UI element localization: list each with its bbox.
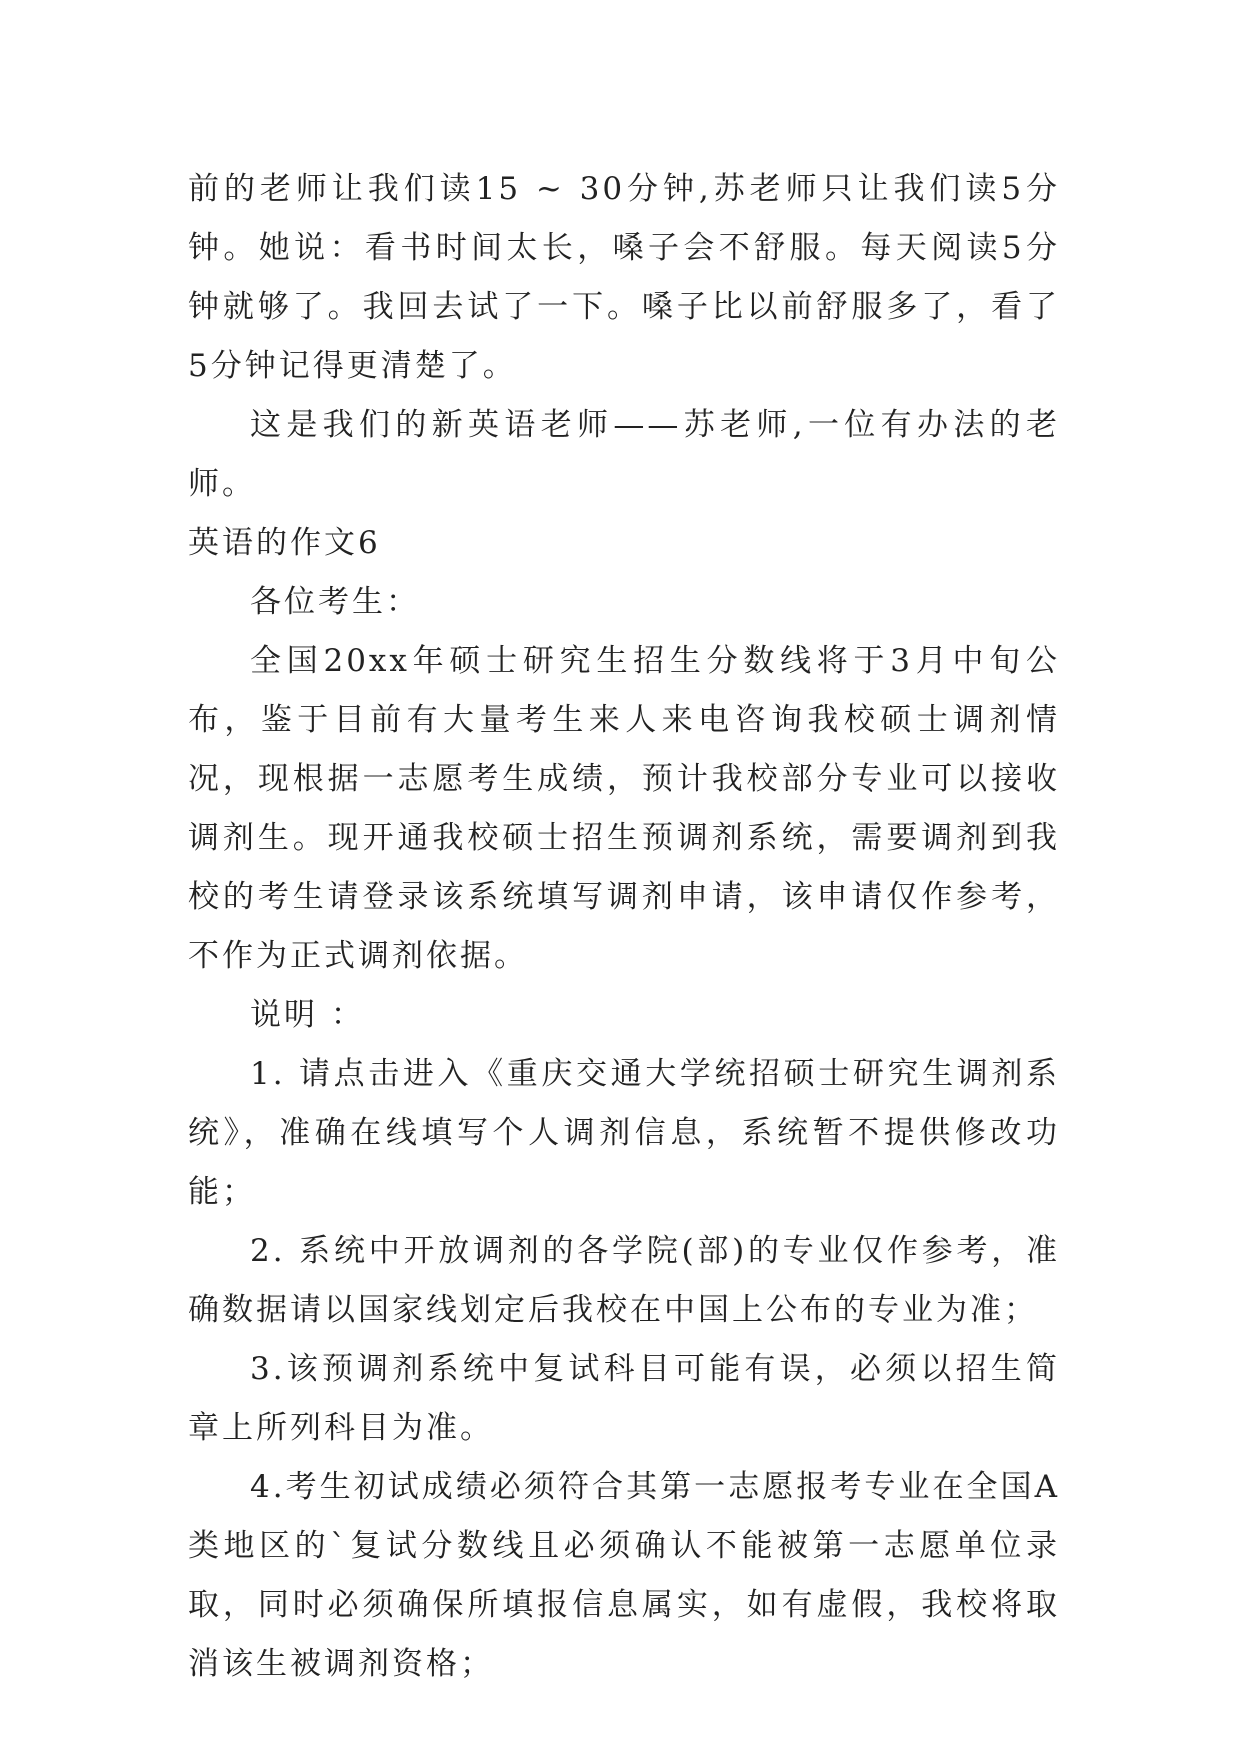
- paragraph-note-1: 1. 请点击进入《重庆交通大学统招硕士研究生调剂系统》，准确在线填写个人调剂信息，系统暂不提供修改功能；: [188, 1056, 1060, 1210]
- document-body: [188, 160, 1060, 1694]
- paragraph-note-4: 4.考生初试成绩必须符合其第一志愿报考专业在全国A类地区的`复试分数线且必须确认不能被第一志愿单位录取，同时必须确保所填报信息属实，如有虚假，我校将取消该生被调剂资格；: [188, 1469, 1060, 1682]
- section-heading: 英语的作文6: [188, 525, 381, 561]
- paragraph-teacher-summary: 这是我们的新英语老师——苏老师,一位有办法的老师。: [188, 407, 1060, 502]
- paragraph-notes-label: 说明 ：: [250, 997, 365, 1033]
- paragraph-announcement: 全国20xx年硕士研究生招生分数线将于3月中旬公布，鉴于目前有大量考生来人来电咨询我校硕士调剂情况，现根据一志愿考生成绩，预计我校部分专业可以接收调剂生。现开通我校硕士招生预调剂系统，需要调剂到我校的考生请登录该系统填写调剂申请，该申请仅作参考，不作为正式调剂依据。: [188, 643, 1060, 974]
- paragraph-continuation: 前的老师让我们读15 ~ 30分钟,苏老师只让我们读5分钟。她说：看书时间太长，嗓子会不舒服。每天阅读5分钟就够了。我回去试了一下。嗓子比以前舒服多了，看了5分钟记得更清楚了。: [188, 171, 1060, 384]
- paragraph-note-3: 3.该预调剂系统中复试科目可能有误，必须以招生简章上所列科目为准。: [188, 1351, 1060, 1446]
- paragraph-note-2: 2. 系统中开放调剂的各学院(部)的专业仅作参考，准确数据请以国家线划定后我校在中国上公布的专业为准；: [188, 1233, 1060, 1328]
- paragraph-salutation: 各位考生：: [250, 584, 420, 620]
